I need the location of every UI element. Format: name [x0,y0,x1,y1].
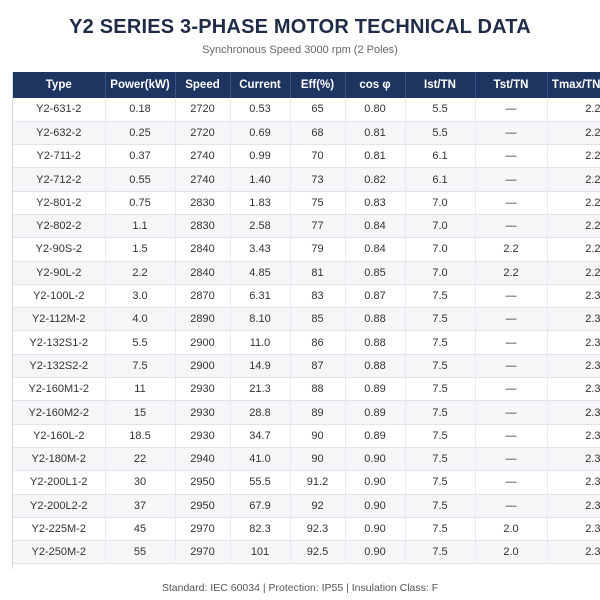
cell-speed: 2830 [175,214,230,237]
cell-type: Y2-112M-2 [13,308,105,331]
cell-tmax-tn: 2.3 [547,517,600,540]
footer-note: Standard: IEC 60034 | Protection: IP55 | Insulation Class: F [161,582,439,594]
cell-efficiency: 85 [290,308,345,331]
cell-tst-tn: — [475,354,547,377]
cell-tst-tn: — [475,98,547,121]
cell-ist-tn: 6.1 [405,145,475,168]
cell-current: 0.99 [230,145,290,168]
cell-tmax-tn: 2.3 [547,284,600,307]
cell-speed: 2840 [175,261,230,284]
cell-ist-tn: 5.5 [405,121,475,144]
cell-power: 0.25 [105,121,175,144]
cell-type: Y2-100L-2 [13,284,105,307]
cell-tmax-tn: 2.2 [547,98,600,121]
cell-type: Y2-801-2 [13,191,105,214]
cell-efficiency: 92.3 [290,517,345,540]
cell-tmax-tn: 2.3 [547,354,600,377]
cell-cos-phi: 0.83 [345,191,405,214]
column-header-cos-phi: cos φ [345,72,405,98]
cell-current: 4.85 [230,261,290,284]
column-header-tmax-tn: Tmax/TN [547,72,600,98]
cell-current: 8.10 [230,308,290,331]
cell-current: 0.53 [230,98,290,121]
cell-tst-tn: 2.2 [475,238,547,261]
cell-cos-phi: 0.90 [345,517,405,540]
cell-speed: 2940 [175,447,230,470]
cell-power: 3.0 [105,284,175,307]
cell-type: Y2-132S1-2 [13,331,105,354]
cell-cos-phi: 0.88 [345,331,405,354]
page-subtitle: Synchronous Speed 3000 rpm (2 Poles) [202,44,398,56]
cell-type: Y2-225M-2 [13,517,105,540]
cell-ist-tn: 7.5 [405,541,475,564]
cell-type: Y2-250M-2 [13,541,105,564]
cell-cos-phi: 0.90 [345,447,405,470]
cell-speed: 2950 [175,494,230,517]
cell-power: 15 [105,401,175,424]
cell-tst-tn: — [475,378,547,401]
cell-ist-tn: 7.5 [405,424,475,447]
cell-speed: 2930 [175,424,230,447]
cell-type: Y2-132S2-2 [13,354,105,377]
cell-tmax-tn: 2.2 [547,238,600,261]
cell-tmax-tn: 2.3 [547,447,600,470]
cell-power: 45 [105,517,175,540]
cell-cos-phi: 0.90 [345,541,405,564]
motor-data-table-container [12,72,600,569]
cell-type: Y2-90L-2 [13,261,105,284]
cell-current: 1.40 [230,168,290,191]
table-row [13,541,600,564]
cell-type: Y2-160M1-2 [13,378,105,401]
cell-tmax-tn: 2.2 [547,191,600,214]
cell-efficiency: 75 [290,191,345,214]
cell-speed: 2720 [175,98,230,121]
cell-ist-tn: 7.5 [405,471,475,494]
cell-tmax-tn: 2.3 [547,471,600,494]
cell-tst-tn: — [475,284,547,307]
cell-tmax-tn: 2.3 [547,494,600,517]
cell-ist-tn: 7.5 [405,354,475,377]
table-row [13,121,600,144]
column-header-current: Current [230,72,290,98]
cell-tst-tn: — [475,494,547,517]
column-header-tst-tn: Tst/TN [475,72,547,98]
cell-ist-tn: 7.0 [405,191,475,214]
table-row [13,378,600,401]
cell-power: 0.55 [105,168,175,191]
cell-efficiency: 90 [290,447,345,470]
cell-speed: 2870 [175,284,230,307]
cell-current: 34.7 [230,424,290,447]
cell-current: 14.9 [230,354,290,377]
cell-power: 2.2 [105,261,175,284]
cell-cos-phi: 0.90 [345,494,405,517]
cell-efficiency: 81 [290,261,345,284]
cell-type: Y2-711-2 [13,145,105,168]
cell-efficiency: 79 [290,238,345,261]
cell-tst-tn: 2.0 [475,517,547,540]
cell-cos-phi: 0.87 [345,284,405,307]
table-row [13,517,600,540]
cell-current: 1.83 [230,191,290,214]
cell-tmax-tn: 2.3 [547,541,600,564]
cell-current: 55.5 [230,471,290,494]
table-row [13,214,600,237]
cell-efficiency: 86 [290,331,345,354]
cell-efficiency: 92 [290,494,345,517]
cell-efficiency: 89 [290,401,345,424]
cell-efficiency: 68 [290,121,345,144]
table-row [13,354,600,377]
table-body [13,98,600,564]
cell-tmax-tn: 2.3 [547,378,600,401]
cell-ist-tn: 7.5 [405,331,475,354]
table-row [13,261,600,284]
cell-power: 30 [105,471,175,494]
cell-tmax-tn: 2.2 [547,214,600,237]
cell-cos-phi: 0.80 [345,98,405,121]
cell-ist-tn: 7.5 [405,378,475,401]
table-row [13,401,600,424]
cell-power: 37 [105,494,175,517]
cell-current: 101 [230,541,290,564]
cell-type: Y2-631-2 [13,98,105,121]
cell-current: 21.3 [230,378,290,401]
cell-tst-tn: — [475,145,547,168]
cell-cos-phi: 0.82 [345,168,405,191]
cell-cos-phi: 0.89 [345,424,405,447]
page-title: Y2 SERIES 3-PHASE MOTOR TECHNICAL DATA [69,16,531,38]
cell-power: 1.1 [105,214,175,237]
cell-speed: 2970 [175,517,230,540]
table-row [13,191,600,214]
column-header-power: Power(kW) [105,72,175,98]
cell-power: 7.5 [105,354,175,377]
cell-tst-tn: — [475,331,547,354]
cell-power: 22 [105,447,175,470]
column-header-ist-tn: Ist/TN [405,72,475,98]
cell-tmax-tn: 2.2 [547,261,600,284]
cell-current: 67.9 [230,494,290,517]
cell-power: 18.5 [105,424,175,447]
cell-cos-phi: 0.89 [345,401,405,424]
cell-type: Y2-712-2 [13,168,105,191]
cell-power: 11 [105,378,175,401]
cell-efficiency: 65 [290,98,345,121]
table-row [13,471,600,494]
cell-power: 55 [105,541,175,564]
cell-tmax-tn: 2.2 [547,168,600,191]
cell-efficiency: 92.5 [290,541,345,564]
cell-speed: 2740 [175,145,230,168]
cell-power: 5.5 [105,331,175,354]
table-row [13,424,600,447]
cell-tmax-tn: 2.3 [547,331,600,354]
cell-efficiency: 77 [290,214,345,237]
cell-tst-tn: — [475,308,547,331]
cell-ist-tn: 7.5 [405,401,475,424]
cell-ist-tn: 7.5 [405,308,475,331]
table-row [13,284,600,307]
cell-cos-phi: 0.84 [345,238,405,261]
cell-efficiency: 90 [290,424,345,447]
table-row [13,145,600,168]
cell-current: 0.69 [230,121,290,144]
cell-speed: 2720 [175,121,230,144]
cell-type: Y2-180M-2 [13,447,105,470]
motor-data-table [13,72,600,564]
cell-tst-tn: — [475,168,547,191]
cell-tst-tn: — [475,121,547,144]
cell-cos-phi: 0.90 [345,471,405,494]
cell-tst-tn: 2.2 [475,261,547,284]
cell-speed: 2900 [175,354,230,377]
cell-current: 41.0 [230,447,290,470]
cell-efficiency: 88 [290,378,345,401]
cell-efficiency: 87 [290,354,345,377]
cell-ist-tn: 7.5 [405,494,475,517]
cell-power: 0.75 [105,191,175,214]
cell-ist-tn: 7.5 [405,284,475,307]
column-header-type: Type [13,72,105,98]
cell-tmax-tn: 2.2 [547,121,600,144]
cell-type: Y2-160M2-2 [13,401,105,424]
cell-type: Y2-632-2 [13,121,105,144]
cell-tst-tn: — [475,447,547,470]
cell-cos-phi: 0.88 [345,354,405,377]
cell-tst-tn: — [475,471,547,494]
cell-cos-phi: 0.84 [345,214,405,237]
cell-speed: 2830 [175,191,230,214]
cell-current: 82.3 [230,517,290,540]
cell-cos-phi: 0.81 [345,145,405,168]
cell-ist-tn: 6.1 [405,168,475,191]
cell-speed: 2900 [175,331,230,354]
table-header-row [13,72,600,98]
cell-speed: 2970 [175,541,230,564]
cell-cos-phi: 0.88 [345,308,405,331]
cell-power: 1.5 [105,238,175,261]
cell-tmax-tn: 2.3 [547,401,600,424]
cell-type: Y2-200L2-2 [13,494,105,517]
cell-speed: 2740 [175,168,230,191]
cell-type: Y2-200L1-2 [13,471,105,494]
cell-current: 2.58 [230,214,290,237]
cell-tst-tn: 2.0 [475,541,547,564]
table-row [13,168,600,191]
cell-tst-tn: — [475,191,547,214]
cell-speed: 2930 [175,378,230,401]
cell-cos-phi: 0.85 [345,261,405,284]
cell-power: 4.0 [105,308,175,331]
table-row [13,98,600,121]
cell-cos-phi: 0.89 [345,378,405,401]
cell-ist-tn: 7.0 [405,238,475,261]
cell-tst-tn: — [475,214,547,237]
cell-efficiency: 73 [290,168,345,191]
column-header-efficiency: Eff(%) [290,72,345,98]
column-header-speed: Speed [175,72,230,98]
cell-efficiency: 91.2 [290,471,345,494]
cell-current: 3.43 [230,238,290,261]
table-row [13,331,600,354]
cell-tst-tn: — [475,401,547,424]
cell-efficiency: 83 [290,284,345,307]
cell-current: 6.31 [230,284,290,307]
cell-ist-tn: 7.0 [405,261,475,284]
cell-ist-tn: 7.5 [405,447,475,470]
cell-speed: 2950 [175,471,230,494]
cell-type: Y2-802-2 [13,214,105,237]
cell-current: 28.8 [230,401,290,424]
cell-tst-tn: — [475,424,547,447]
cell-power: 0.18 [105,98,175,121]
cell-efficiency: 70 [290,145,345,168]
cell-ist-tn: 7.5 [405,517,475,540]
cell-speed: 2890 [175,308,230,331]
cell-cos-phi: 0.81 [345,121,405,144]
cell-tmax-tn: 2.2 [547,145,600,168]
cell-ist-tn: 7.0 [405,214,475,237]
cell-power: 0.37 [105,145,175,168]
cell-type: Y2-90S-2 [13,238,105,261]
cell-tmax-tn: 2.3 [547,424,600,447]
table-row [13,494,600,517]
cell-type: Y2-160L-2 [13,424,105,447]
table-row [13,308,600,331]
cell-speed: 2840 [175,238,230,261]
cell-speed: 2930 [175,401,230,424]
table-row [13,447,600,470]
cell-ist-tn: 5.5 [405,98,475,121]
cell-tmax-tn: 2.3 [547,308,600,331]
table-row [13,238,600,261]
cell-current: 11.0 [230,331,290,354]
